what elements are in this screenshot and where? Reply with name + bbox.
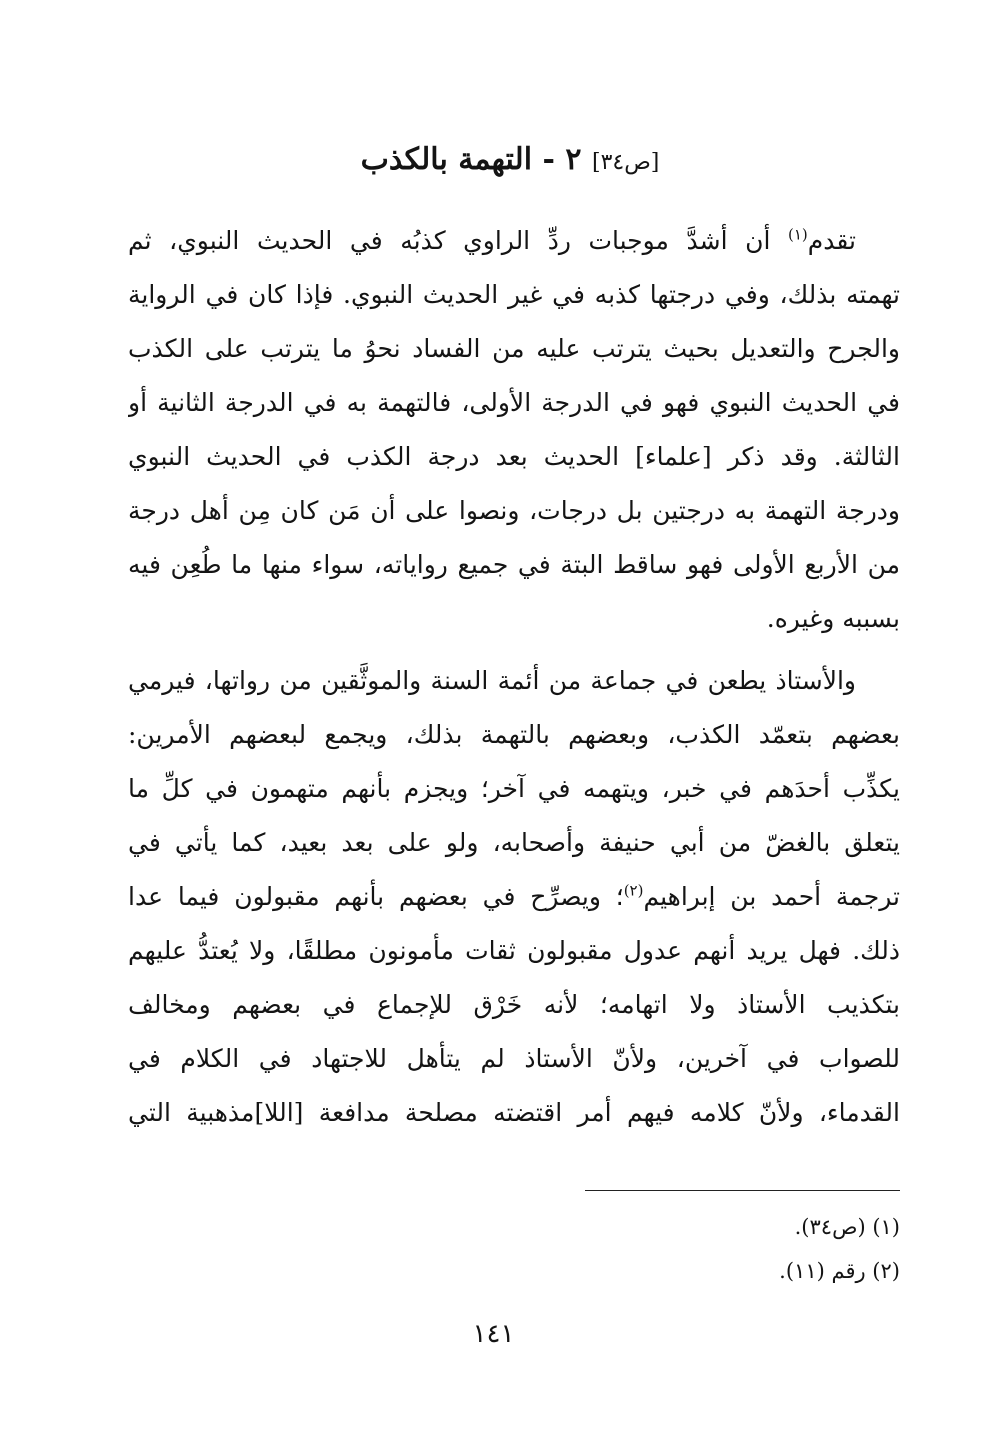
- text-line: من الأربع الأولى فهو ساقط البتة في جميع رواياته، سواء منها ما طُعِن فيه: [128, 550, 900, 579]
- text-segment: تقدم: [807, 226, 856, 255]
- text-line: بتكذيب الأستاذ ولا اتهامه؛ لأنه خَرْق للإجماع في بعضهم ومخالف: [128, 990, 900, 1019]
- text-line: يكذِّب أحدَهم في خبر، ويتهمه في آخر؛ ويجزم بأنهم متهمون في كلِّ ما: [128, 774, 900, 803]
- footnotes: [500, 1205, 900, 1293]
- text-line: يتعلق بالغضّ من أبي حنيفة وأصحابه، ولو على بعد بعيد، كما يأتي في: [128, 828, 900, 857]
- text-line: والجرح والتعديل بحيث يترتب عليه من الفساد نحوُ ما يترتب على الكذب: [128, 334, 900, 363]
- text-segment: أن أشدَّ موجبات ردِّ الراوي كذبُه في الحديث النبوي، ثم: [128, 226, 771, 255]
- text-line: الثالثة. وقد ذكر [علماء] الحديث بعد درجة الكذب في الحديث النبوي: [128, 442, 900, 471]
- paragraph-2: [128, 654, 900, 1140]
- heading-title: التهمة بالكذب: [360, 142, 533, 177]
- text-line: بعضهم بتعمّد الكذب، وبعضهم بالتهمة بذلك، ويجمع لبعضهم الأمرين:: [128, 720, 900, 749]
- footnote-1: (١) (ص٣٤).: [794, 1215, 900, 1239]
- text-line: للصواب في آخرين، ولأنّ الأستاذ لم يتأهل للاجتهاد في الكلام في: [128, 1044, 900, 1073]
- text-line: والأستاذ يطعن في جماعة من أئمة السنة والموثَّقين من رواتها، فيرمي: [128, 666, 856, 695]
- heading-number: ٢ -: [542, 142, 582, 177]
- text-segment: ترجمة أحمد بن إبراهيم: [643, 882, 900, 911]
- footnote-marker-1: (١): [788, 225, 808, 244]
- text-line: تهمته بذلك، وفي درجتها كذبه في غير الحديث النبوي. فإذا كان في الرواية: [128, 280, 900, 309]
- text-line: ذلك. فهل يريد أنهم عدول مقبولون ثقات مأمونون مطلقًا، ولا يُعتدُّ عليهم: [128, 936, 900, 965]
- page-number: ١٤١: [472, 1319, 515, 1349]
- footnote-2: (٢) رقم (١١).: [779, 1259, 900, 1283]
- text-line: القدماء، ولأنّ كلامه فيهم أمر اقتضته مصلحة مدافعة [اللا]مذهبية التي: [128, 1098, 900, 1127]
- heading-page-reference: [ص٣٤]: [591, 150, 660, 175]
- footnote-marker-2: (٢): [623, 881, 644, 900]
- footnote-divider: [585, 1190, 900, 1191]
- paragraph-1: [128, 214, 900, 646]
- text-line: بسببه وغيره.: [766, 604, 900, 633]
- text-segment: ؛ ويصرِّح في بعضهم بأنهم مقبولون فيما عدا: [128, 882, 624, 911]
- text-line: [128, 214, 900, 268]
- text-line: ودرجة التهمة به درجتين بل درجات، ونصوا على أن مَن كان مِن أهل درجة: [128, 496, 900, 525]
- section-heading: [120, 140, 900, 183]
- text-line: في الحديث النبوي فهو في الدرجة الأولى، فالتهمة به في الدرجة الثانية أو: [128, 388, 900, 417]
- text-line: [128, 870, 900, 924]
